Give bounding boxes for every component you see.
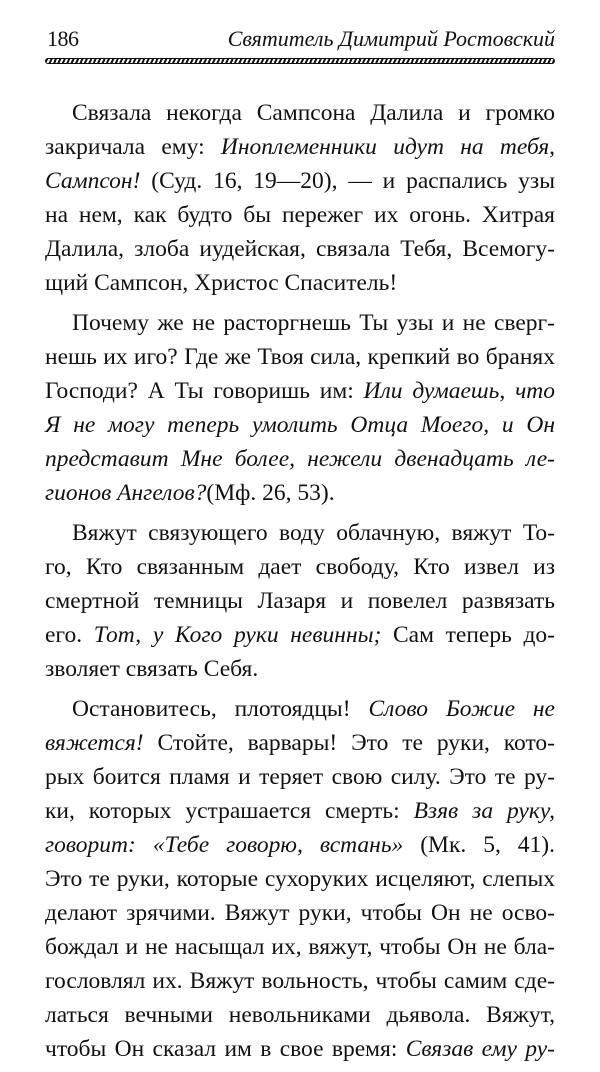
text-line <box>45 896 555 930</box>
paragraph <box>45 516 555 686</box>
text-run: закричала ему: <box>45 134 221 160</box>
text-run: Стойте, варвары! Это те руки, кото- <box>143 730 555 756</box>
text-run: Почему же не расторгнешь Ты узы и не сверг- <box>72 310 555 336</box>
text-run: Далила, злоба иудейская, связала Тебя, Всемогу- <box>45 236 555 262</box>
italic-quote: вяжется! <box>45 730 144 756</box>
text-line <box>45 998 555 1032</box>
text-run: Господи? А Ты говоришь им: <box>45 378 364 404</box>
text-run: рых боится пламя и теряет свою силу. Это те ру- <box>45 764 555 790</box>
italic-quote: Сампсон! <box>45 168 141 194</box>
text-line <box>45 584 555 618</box>
paragraph <box>45 96 555 300</box>
text-run: чтобы Он сказал им в свое время: <box>45 1036 406 1062</box>
text-run: го, Кто связанным дает свободу, Кто извел из <box>45 554 555 580</box>
text-run: Это те руки, которые сухоруких исцеляют, слепых <box>45 866 555 892</box>
text-run: зволяет связать Себя. <box>45 656 259 682</box>
text-line <box>45 408 555 442</box>
body-text <box>45 96 555 1072</box>
italic-quote: Или думаешь, что <box>363 378 555 404</box>
text-run: (Мк. 5, 41). <box>403 832 555 858</box>
italic-quote: Тот, у Кого руки невинны; <box>93 622 382 648</box>
italic-quote: Слово Божие не <box>368 696 555 722</box>
text-line <box>45 96 555 130</box>
text-line <box>45 726 555 760</box>
text-line <box>45 618 555 652</box>
text-line <box>45 476 555 510</box>
text-line <box>45 760 555 794</box>
text-run: Остановитесь, плотоядцы! <box>72 696 369 722</box>
text-run: его. <box>45 622 94 648</box>
text-run: на нем, как будто бы пережег их огонь. Хитрая <box>45 202 555 228</box>
text-line <box>45 130 555 164</box>
text-run: гословлял их. Вяжут вольность, чтобы самим сде- <box>45 968 555 994</box>
text-line <box>45 266 555 300</box>
text-line <box>45 374 555 408</box>
text-line <box>45 652 555 686</box>
text-run: Сам теперь до- <box>381 622 556 648</box>
text-line <box>45 550 555 584</box>
paragraph <box>45 306 555 510</box>
italic-quote: представит Мне более, нежели двенадцать ле- <box>45 446 555 472</box>
page-header <box>45 24 555 52</box>
text-line <box>45 164 555 198</box>
text-run: смертной темницы Лазаря и повелел развязать <box>45 588 555 614</box>
text-line <box>45 828 555 862</box>
text-line <box>45 340 555 374</box>
page-number: 186 <box>47 26 79 51</box>
italic-quote: Иноплеменники идут на тебя, <box>220 134 556 160</box>
text-line <box>45 930 555 964</box>
text-run: нешь их иго? Где же Твоя сила, крепкий во бранях <box>45 344 555 370</box>
italic-quote: говорит: «Тебе говорю, встань» <box>45 832 404 858</box>
text-line <box>45 198 555 232</box>
text-line <box>45 232 555 266</box>
italic-quote: Взяв за руку, <box>413 798 555 824</box>
text-line <box>45 862 555 896</box>
text-line <box>45 442 555 476</box>
text-run: (Мф. 26, 53). <box>206 480 335 506</box>
text-run: латься вечными невольниками дьявола. Вяжут, <box>45 1002 555 1028</box>
text-line <box>45 1032 555 1066</box>
text-run: (Суд. 16, 19—20), — и распались узы <box>140 168 555 194</box>
text-line <box>45 306 555 340</box>
italic-quote: гионов Ангелов? <box>45 480 207 506</box>
text-run: щий Сампсон, Христос Спаситель! <box>45 270 398 296</box>
text-run: делают зрячими. Вяжут руки, чтобы Он не осво- <box>45 900 555 926</box>
text-line <box>45 516 555 550</box>
italic-quote: Я не могу теперь умолить Отца Моего, и Он <box>45 412 555 438</box>
italic-quote: Связав ему ру- <box>405 1036 555 1062</box>
running-title: Святитель Димитрий Ростовский <box>227 26 555 51</box>
text-run: Связала некогда Сампсона Далила и громко <box>72 100 555 126</box>
text-line <box>45 794 555 828</box>
text-run: ки, которых устрашается смерть: <box>45 798 414 824</box>
text-run: бождал и не насыщал их, вяжут, чтобы Он не бла- <box>45 934 555 960</box>
ornamental-rope-divider <box>45 58 555 64</box>
text-line <box>45 964 555 998</box>
paragraph <box>45 692 555 1066</box>
text-run: Вяжут связующего воду облачную, вяжут То- <box>72 520 555 546</box>
text-line <box>45 692 555 726</box>
